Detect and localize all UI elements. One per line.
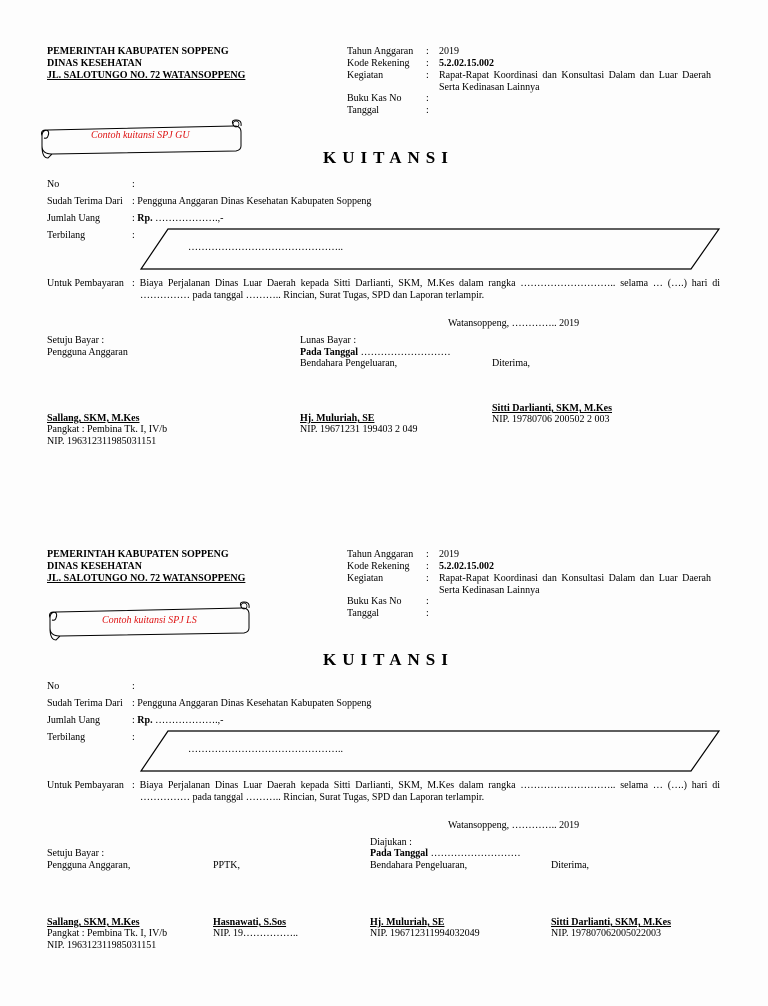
org-name: PEMERINTAH KABUPATEN SOPPENG xyxy=(47,46,229,57)
bukukas-label: Buku Kas No xyxy=(347,596,402,607)
scroll-label: Contoh kuitansi SPJ GU xyxy=(91,130,190,141)
receipt-title: KUITANSI xyxy=(323,148,454,167)
sudah-value: : Pengguna Anggaran Dinas Kesehatan Kabupaten Soppeng xyxy=(132,698,372,709)
kegiatan-value: Rapat-Rapat Koordinasi dan Konsultasi Dalam dan Luar Daerah xyxy=(439,573,711,584)
setuju-label: Setuju Bayar : xyxy=(47,335,105,346)
colon: : xyxy=(132,213,138,224)
signer-name: Hj. Muluriah, SE xyxy=(300,413,375,424)
receipt-title: KUITANSI xyxy=(323,650,454,669)
jumlah-value xyxy=(132,715,223,727)
pada-tanggal-dots: ……………………… xyxy=(358,347,451,358)
tahun-label: Tahun Anggaran xyxy=(347,549,414,560)
signer-name: Sitti Darlianti, SKM, M.Kes xyxy=(492,403,612,414)
colon: : xyxy=(426,70,429,81)
setuju-label: Setuju Bayar : xyxy=(47,848,105,859)
kode-label: Kode Rekening xyxy=(347,58,410,69)
org-address: JL. SALOTUNGO NO. 72 WATANSOPPENG xyxy=(47,70,246,81)
kegiatan-label: Kegiatan xyxy=(347,70,384,81)
colon: : xyxy=(132,732,135,743)
lunas-label: Lunas Bayar : xyxy=(300,335,357,346)
org-name: PEMERINTAH KABUPATEN SOPPENG xyxy=(47,549,229,560)
currency-label: Rp. xyxy=(137,213,153,224)
kode-label: Kode Rekening xyxy=(347,561,410,572)
jumlah-label: Jumlah Uang xyxy=(47,715,101,726)
colon: : xyxy=(132,179,135,190)
signer-nip: NIP. 196712311994032049 xyxy=(370,928,480,939)
place-date: Watansoppeng, ………….. 2019 xyxy=(448,820,580,831)
terbilang-label: Terbilang xyxy=(47,732,86,743)
diajukan-label: Diajukan : xyxy=(370,837,412,848)
untuk-value: : Biaya Perjalanan Dinas Luar Daerah kepada Sitti Darlianti, SKM, M.Kes dalam rangka ……………………….. selama … (….) hari di xyxy=(132,278,720,289)
colon: : xyxy=(426,549,429,560)
colon: : xyxy=(426,93,429,104)
colon: : xyxy=(426,105,429,116)
colon: : xyxy=(426,608,429,619)
pada-tanggal-label: Pada Tanggal xyxy=(300,347,359,358)
untuk-value-cont: …………… pada tanggal ……….. Rincian, Surat Tugas, SPD dan Laporan terlampir. xyxy=(140,290,485,301)
kegiatan-value-cont: Serta Kedinasan Lainnya xyxy=(439,585,540,596)
scroll-label: Contoh kuitansi SPJ LS xyxy=(102,615,197,626)
signer-name: Sallang, SKM, M.Kes xyxy=(47,917,140,928)
tanggal-label: Tanggal xyxy=(347,608,380,619)
tanggal-label: Tanggal xyxy=(347,105,380,116)
untuk-value-cont: …………… pada tanggal ……….. Rincian, Surat Tugas, SPD dan Laporan terlampir. xyxy=(140,792,485,803)
signer-name: Sitti Darlianti, SKM, M.Kes xyxy=(551,917,671,928)
colon: : xyxy=(426,561,429,572)
org-address: JL. SALOTUNGO NO. 72 WATANSOPPENG xyxy=(47,573,246,584)
untuk-label: Untuk Pembayaran xyxy=(47,780,124,791)
kegiatan-label: Kegiatan xyxy=(347,573,384,584)
colon: : xyxy=(426,46,429,57)
tahun-label: Tahun Anggaran xyxy=(347,46,414,57)
pptk-label: PPTK, xyxy=(213,860,240,871)
org-dept: DINAS KESEHATAN xyxy=(47,561,142,572)
kegiatan-value-cont: Serta Kedinasan Lainnya xyxy=(439,82,540,93)
kode-value: 5.2.02.15.002 xyxy=(439,561,494,572)
colon: : xyxy=(426,596,429,607)
pada-tanggal-dots: ……………………… xyxy=(428,848,521,859)
pengguna-anggaran: Pengguna Anggaran xyxy=(47,347,128,358)
pengguna-anggaran: Pengguna Anggaran, xyxy=(47,860,131,871)
org-dept: DINAS KESEHATAN xyxy=(47,58,142,69)
sudah-value: : Pengguna Anggaran Dinas Kesehatan Kabupaten Soppeng xyxy=(132,196,372,207)
sudah-label: Sudah Terima Dari xyxy=(47,196,123,207)
signer-name: Hasnawati, S.Sos xyxy=(213,917,287,928)
terbilang-dots: ……………………………………….. xyxy=(188,242,343,253)
colon: : xyxy=(426,58,429,69)
colon: : xyxy=(132,715,138,726)
signer-name: Hj. Muluriah, SE xyxy=(370,917,445,928)
pada-tanggal-label: Pada Tanggal xyxy=(370,848,429,859)
terbilang-dots: ……………………………………….. xyxy=(188,744,343,755)
pada-tanggal xyxy=(370,848,521,860)
bukukas-label: Buku Kas No xyxy=(347,93,402,104)
currency-label: Rp. xyxy=(137,715,153,726)
no-label: No xyxy=(47,179,60,190)
amount-dots: ……………….,- xyxy=(152,715,224,726)
kegiatan-value: Rapat-Rapat Koordinasi dan Konsultasi Dalam dan Luar Daerah xyxy=(439,70,711,81)
signer-nip: NIP. 19671231 199403 2 049 xyxy=(300,424,418,435)
signer-name: Sallang, SKM, M.Kes xyxy=(47,413,140,424)
terbilang-label: Terbilang xyxy=(47,230,86,241)
signer-pangkat: Pangkat : Pembina Tk. I, IV/b xyxy=(47,424,168,435)
tahun-value: 2019 xyxy=(439,549,459,560)
signer-nip: NIP. 197807062005022003 xyxy=(551,928,662,939)
amount-dots: ……………….,- xyxy=(152,213,224,224)
sudah-label: Sudah Terima Dari xyxy=(47,698,123,709)
bendahara-label: Bendahara Pengeluaran, xyxy=(370,860,468,871)
jumlah-label: Jumlah Uang xyxy=(47,213,101,224)
signer-nip: NIP. 196312311985031151 xyxy=(47,436,157,447)
colon: : xyxy=(132,230,135,241)
signer-nip: NIP. 19…………….. xyxy=(213,928,299,939)
diterima-label: Diterima, xyxy=(551,860,590,871)
tahun-value: 2019 xyxy=(439,46,459,57)
bendahara-label: Bendahara Pengeluaran, xyxy=(300,358,398,369)
diterima-label: Diterima, xyxy=(492,358,531,369)
signer-nip: NIP. 19780706 200502 2 003 xyxy=(492,414,610,425)
place-date: Watansoppeng, ………….. 2019 xyxy=(448,318,580,329)
untuk-label: Untuk Pembayaran xyxy=(47,278,124,289)
signer-nip: NIP. 196312311985031151 xyxy=(47,940,157,951)
signer-pangkat: Pangkat : Pembina Tk. I, IV/b xyxy=(47,928,168,939)
jumlah-value xyxy=(132,213,223,225)
no-label: No xyxy=(47,681,60,692)
colon: : xyxy=(132,681,135,692)
untuk-value: : Biaya Perjalanan Dinas Luar Daerah kepada Sitti Darlianti, SKM, M.Kes dalam rangka ……………………….. selama … (….) hari di xyxy=(132,780,720,791)
kode-value: 5.2.02.15.002 xyxy=(439,58,494,69)
colon: : xyxy=(426,573,429,584)
